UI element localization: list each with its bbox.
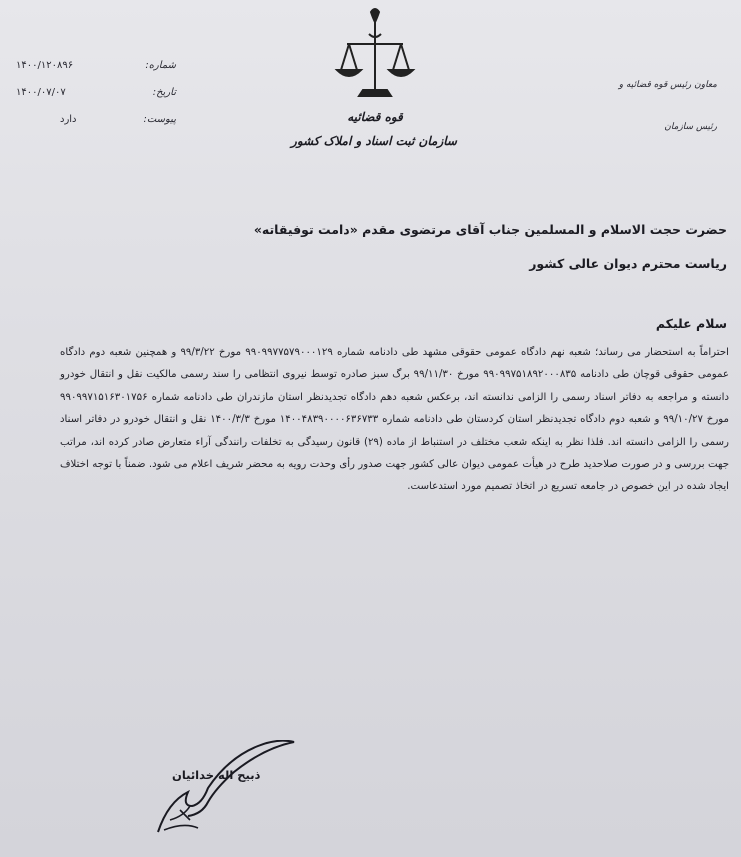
meta-number-row — [16, 60, 176, 87]
letter-number-label: شماره: — [145, 60, 176, 71]
letter-attachment: دارد — [60, 114, 77, 125]
letter-date-label: تاریخ: — [152, 87, 176, 98]
sender-title — [547, 80, 717, 164]
meta-date-row — [16, 87, 176, 114]
org-name-judiciary: قوه قضائیه — [347, 110, 403, 124]
sender-title-line2: رئیس سازمان — [664, 122, 717, 132]
letter-attachment-label: پیوست: — [143, 114, 176, 125]
greeting: سلام علیکم — [655, 316, 727, 331]
judiciary-emblem — [300, 4, 450, 174]
letter-date: ۱۴۰۰/۰۷/۰۷ — [16, 87, 66, 98]
signatory-name: ذبیح اله خدائیان — [172, 768, 261, 782]
handwritten-signature — [150, 740, 300, 840]
addressee-name: حضرت حجت الاسلام و المسلمین جناب آقای مرتضوی مقدم «دامت توفیقاته» — [253, 222, 727, 237]
letter-number: ۱۴۰۰/۱۲۰۸۹۶ — [16, 60, 74, 71]
letter-body — [60, 342, 729, 499]
scales-of-justice-icon — [325, 4, 425, 104]
letter-body-paragraph: احتراماً به استحضار می رساند؛ شعبه نهم دادگاه عمومی حقوقی مشهد طی دادنامه شماره ۹۹۰۹۹۷۷۵۷۹۰۰۰۱۲۹ مورخ ۹۹/۳/۲۲ و همچنین شعبه دوم دادگاه عمومی حقوقی قوچان طی دادنامه ۹۹۰۹۹۷۵۱۸۹۲۰۰۰۸۳۵ مورخ ۹۹/۱۱/۳۰ برگ سبز صادره توسط نیروی انتظامی را سند رسمی مالکیت نقل و انتقال خودرو دانسته و مراجعه به دفاتر اسناد رسمی را الزامی ندانسته اند، برعکس شعبه دهم دادگاه تجدیدنظر استان مازندران طی دادنامه شماره ۹۹۰۹۹۷۱۵۱۶۳۰۱۷۵۶ مورخ ۹۹/۱۰/۲۷ و شعبه دوم دادگاه تجدیدنظر استان کردستان طی دادنامه شماره ۱۴۰۰۴۸۳۹۰۰۰۰۶۳۶۷۳۳ مورخ ۱۴۰۰/۳/۳ نقل و انتقال خودرو در دفاتر اسناد رسمی را الزامی دانسته اند. فلذا نظر به اینکه شعب مختلف در استنباط از ماده (۲۹) قانون رسیدگی به تخلفات رانندگی آراء متعارض صادر کرده اند، مراتب جهت بررسی و در صورت صلاحدید طرح در هیأت عمومی دیوان عالی کشور جهت صدور رأی وحدت رویه به محضر شریف اعلام می شود. ضمناً با توجه اختلاف ایجاد شده در این خصوص در جامعه تسریع در اتخاذ تصمیم مورد استدعاست. — [60, 347, 729, 493]
meta-attachment-row — [16, 114, 176, 141]
addressee-title: ریاست محترم دیوان عالی کشور — [529, 256, 727, 271]
org-name-registration: سازمان ثبت اسناد و املاک کشور — [291, 134, 457, 148]
sender-title-line1: معاون رئیس قوه قضائیه و — [618, 80, 717, 90]
letter-meta — [16, 60, 176, 141]
